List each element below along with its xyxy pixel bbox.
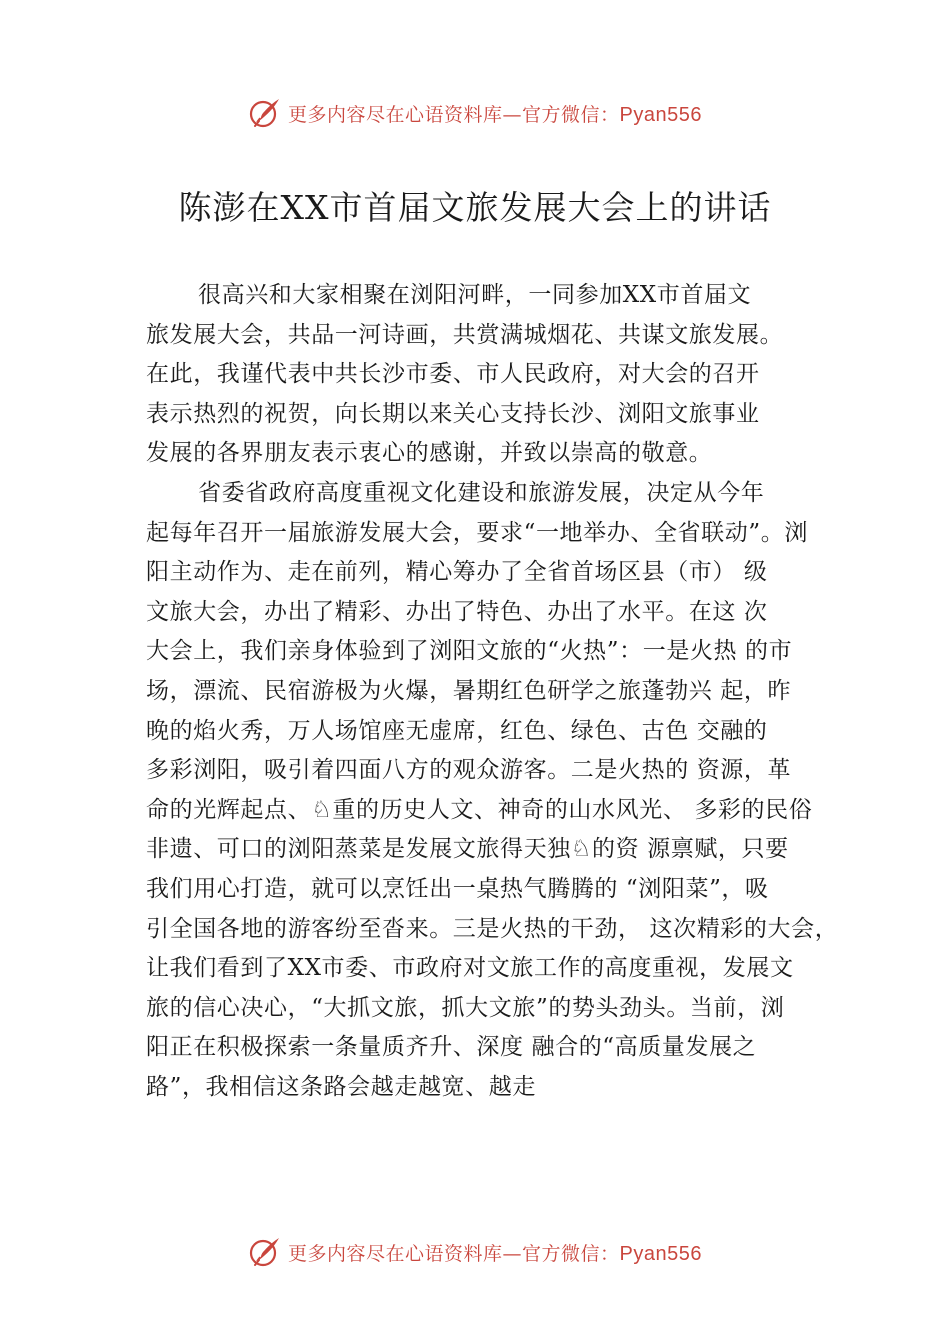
quill-pen-logo-icon xyxy=(248,1235,282,1269)
watermark-official-label: 官方微信： xyxy=(522,1242,620,1265)
paragraph-2-line-11: 我们用心打造，就可以烹饪出一桌热气腾腾的 “浏阳菜”，吸 xyxy=(146,875,769,902)
watermark-text xyxy=(288,1239,702,1266)
paragraph-1-line-5: 发展的各界朋友表示衷心的感谢，并致以崇高的敬意。 xyxy=(146,440,713,467)
paragraph-2-line-8: 多彩浏阳，吸引着四面八方的观众游客。二是火热的 资源，革 xyxy=(146,757,792,784)
document-title: 陈澎在XX市首届文旅发展大会上的讲话 xyxy=(178,188,772,227)
watermark-brand: 更多内容尽在心语资料库 xyxy=(288,103,503,126)
watermark-wechat-id: Pyan556 xyxy=(619,103,702,126)
paragraph-2-line-15: 阳正在积极探索一条量质齐升、深度 融合的“高质量发展之 xyxy=(146,1034,757,1061)
watermark-official-label: 官方微信： xyxy=(522,103,620,126)
header-watermark xyxy=(0,93,950,133)
paragraph-2-line-13: 让我们看到了XX市委、市政府对文旅工作的高度重视，发展文 xyxy=(146,955,794,982)
watermark-dash: — xyxy=(502,103,523,126)
watermark-text xyxy=(288,100,702,127)
paragraph-2-line-16: 路”，我相信这条路会越走越宽、越走 xyxy=(146,1073,536,1100)
quill-pen-logo-icon xyxy=(248,96,282,130)
paragraph-2-line-5: 大会上，我们亲身体验到了浏阳文旅的“火热”：一是火热 的市 xyxy=(146,638,793,665)
paragraph-1-line-4: 表示热烈的祝贺，向长期以来关心支持长沙、浏阳文旅事业 xyxy=(146,400,760,427)
paragraph-2-line-9: 命的光辉起点、♘重的历史人文、神奇的山水风光、 多彩的民俗 xyxy=(146,796,813,823)
paragraph-1-line-3: 在此，我谨代表中共长沙市委、市人民政府，对大会的召开 xyxy=(146,361,760,388)
paragraph-1-line-2: 旅发展大会，共品一河诗画，共赏满城烟花、共谋文旅发展。 xyxy=(146,321,784,348)
paragraph-2-line-1: 省委省政府高度重视文化建设和旅游发展，决定从今年 xyxy=(198,479,765,506)
paragraph-2-line-2: 起每年召开一届旅游发展大会，要求“一地举办、全省联动”。浏 xyxy=(146,519,808,546)
paragraph-2-line-14: 旅的信心决心，“大抓文旅，抓大文旅”的势头劲头。当前，浏 xyxy=(146,994,785,1021)
watermark-brand: 更多内容尽在心语资料库 xyxy=(288,1242,503,1265)
paragraph-2-line-7: 晚的焰火秀，万人场馆座无虚席，红色、绿色、古色 交融的 xyxy=(146,717,768,744)
paragraph-2-line-10: 非遗、可口的浏阳蒸菜是发展文旅得天独♘的资 源禀赋，只要 xyxy=(146,836,789,863)
paragraph-2-line-6: 场，漂流、民宿游极为火爆，暑期红色研学之旅蓬勃兴 起，昨 xyxy=(146,677,792,704)
paragraph-1-line-1: 很高兴和大家相聚在浏阳河畔，一同参加XX市首届文 xyxy=(198,282,752,308)
watermark-dash: — xyxy=(502,1242,523,1265)
paragraph-2-line-12: 引全国各地的游客纷至沓来。三是火热的干劲， 这次精彩的大会， xyxy=(146,915,839,942)
document-body xyxy=(146,276,838,1107)
watermark-wechat-id: Pyan556 xyxy=(619,1242,702,1265)
footer-watermark xyxy=(0,1232,950,1272)
paragraph-2-line-4: 文旅大会，办出了精彩、办出了特色、办出了水平。在这 次 xyxy=(146,598,768,625)
paragraph-2-line-3: 阳主动作为、走在前列，精心筹办了全省首场区县（市） 级 xyxy=(146,559,768,586)
